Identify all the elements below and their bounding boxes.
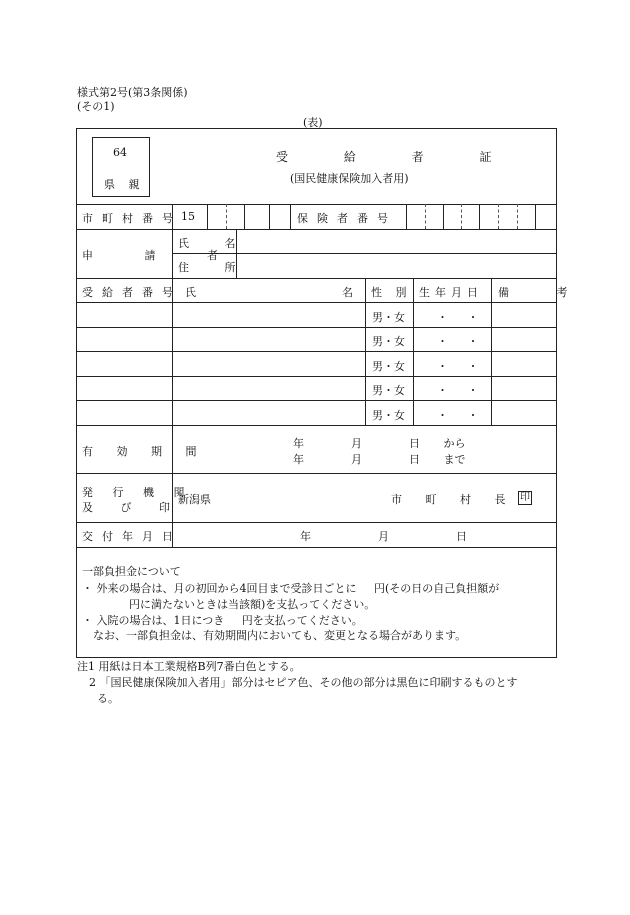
col-sex: 性 別 bbox=[371, 286, 412, 299]
rule bbox=[76, 425, 556, 426]
code-label: 県 親 bbox=[104, 178, 145, 191]
seal-mark: 印 bbox=[520, 492, 530, 503]
col-birth: 生年月日 bbox=[419, 286, 483, 299]
copay-note: なお、一部負担金は、有効期間内においても、変更となる場合があります。 bbox=[93, 629, 467, 642]
birth-value: ・ ・ bbox=[437, 360, 487, 373]
validity-from: 年 月 日 から bbox=[293, 437, 466, 450]
form-side: (表) bbox=[303, 116, 323, 129]
issuer-label-2: 及 び 印 bbox=[82, 501, 182, 514]
sex-value: 男・女 bbox=[372, 409, 405, 422]
issuer-prefecture: 新潟県 bbox=[178, 493, 211, 506]
copay-outpatient: ・ 外来の場合は、月の初回から4回目まで受診日ごとに 円(その日の自己負担額が bbox=[82, 582, 500, 595]
sex-value: 男・女 bbox=[372, 384, 405, 397]
rule bbox=[491, 278, 492, 425]
rule bbox=[413, 278, 414, 425]
municipality-value: 15 bbox=[181, 210, 195, 223]
insurer-label: 保険者番号 bbox=[297, 212, 397, 225]
rule bbox=[290, 204, 291, 229]
rule bbox=[76, 278, 556, 279]
birth-value: ・ ・ bbox=[437, 409, 487, 422]
rule bbox=[76, 204, 556, 205]
issue-date-value: 年 月 日 bbox=[300, 530, 467, 543]
birth-value: ・ ・ bbox=[437, 384, 487, 397]
rule bbox=[535, 204, 536, 229]
sex-value: 男・女 bbox=[372, 311, 405, 324]
issuer-label-1: 発 行 機 関 bbox=[82, 486, 193, 499]
rule bbox=[76, 327, 556, 328]
footnote-2-cont: る。 bbox=[97, 692, 119, 705]
rule bbox=[365, 278, 366, 425]
rule bbox=[76, 400, 556, 401]
col-note: 備 考 bbox=[498, 286, 590, 299]
page-subtitle: (国民健康保険加入者用) bbox=[290, 172, 409, 185]
birth-value: ・ ・ bbox=[437, 335, 487, 348]
rule bbox=[479, 204, 480, 229]
footnote-2: 2 「国民健康保険加入者用」部分はセピア色、その他の部分は黒色に印刷するものとす bbox=[89, 676, 518, 689]
page-title: 受 給 者 証 bbox=[276, 150, 518, 164]
copay-inpatient: ・ 入院の場合は、1日につき 円を支払ってください。 bbox=[82, 614, 363, 627]
rule bbox=[461, 204, 462, 229]
validity-to: 年 月 日 まで bbox=[293, 453, 466, 466]
form-number: 様式第2号(第3条関係) bbox=[77, 86, 188, 99]
rule bbox=[76, 351, 556, 352]
birth-value: ・ ・ bbox=[437, 311, 487, 324]
form-part: (その1) bbox=[77, 100, 115, 113]
validity-label: 有 効 期 間 bbox=[82, 445, 207, 458]
rule bbox=[406, 204, 407, 229]
rule bbox=[76, 229, 556, 230]
rule bbox=[236, 229, 237, 278]
applicant-address-label: 住 所 bbox=[178, 261, 252, 274]
copay-outpatient-cont: 円に満たないときは当該額)を支払ってください。 bbox=[129, 598, 376, 611]
col-name-left: 氏 bbox=[185, 286, 196, 299]
rule bbox=[498, 204, 499, 229]
applicant-name-label: 氏 名 bbox=[178, 237, 252, 250]
code-number: 64 bbox=[113, 146, 127, 159]
rule bbox=[443, 204, 444, 229]
sex-value: 男・女 bbox=[372, 360, 405, 373]
rule bbox=[76, 376, 556, 377]
col-name-right: 名 bbox=[342, 286, 353, 299]
rule bbox=[226, 204, 227, 229]
footnote-1: 注1 用紙は日本工業規格B列7番白色とする。 bbox=[77, 660, 301, 673]
applicant-label: 申 請 者 bbox=[82, 249, 242, 262]
rule bbox=[244, 204, 245, 229]
rule bbox=[76, 522, 556, 523]
sex-value: 男・女 bbox=[372, 335, 405, 348]
rule bbox=[76, 302, 556, 303]
issuer-mayor: 市 町 村 長 bbox=[391, 493, 516, 506]
rule bbox=[269, 204, 270, 229]
issue-date-label: 交付年月日 bbox=[82, 530, 182, 543]
copay-title: 一部負担金について bbox=[82, 565, 181, 578]
rule bbox=[76, 547, 556, 548]
rule bbox=[207, 204, 208, 229]
rule bbox=[517, 204, 518, 229]
municipality-label: 市町村番号 bbox=[82, 212, 182, 225]
rule bbox=[76, 473, 556, 474]
recipient-no-label: 受給者番号 bbox=[82, 286, 182, 299]
rule bbox=[425, 204, 426, 229]
